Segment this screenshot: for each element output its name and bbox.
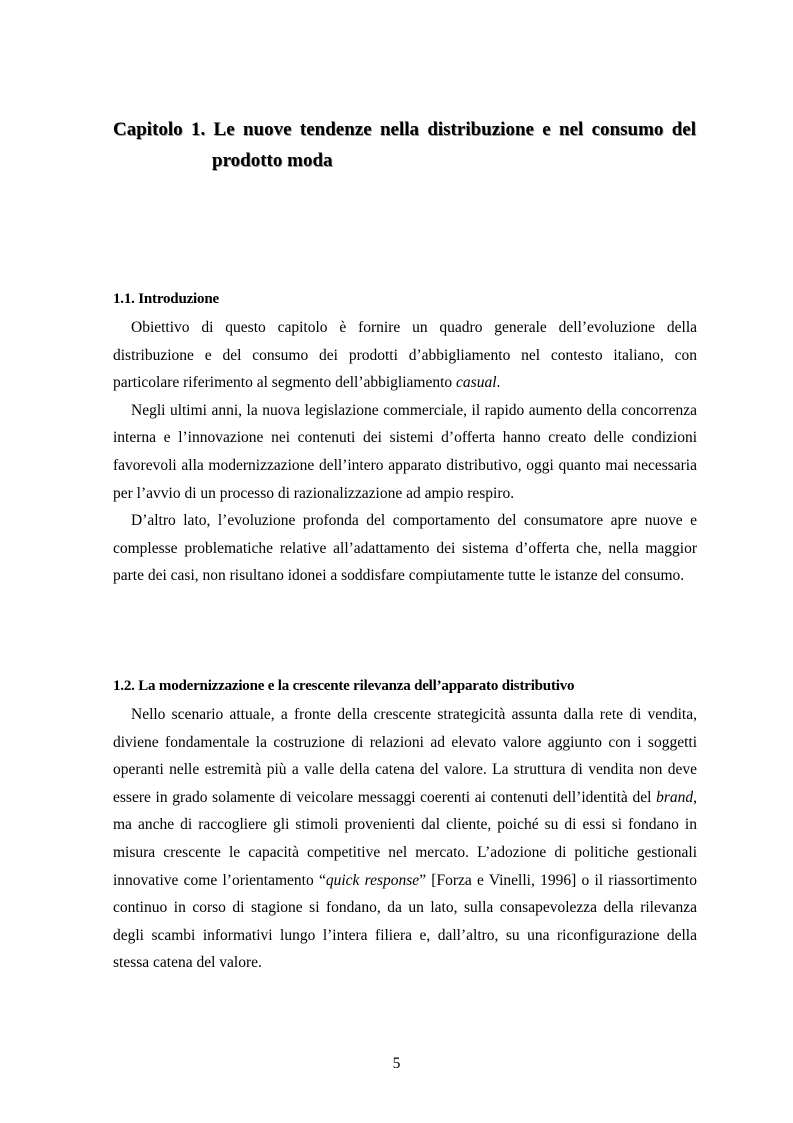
italic-term: casual bbox=[456, 374, 497, 392]
section-modernizzazione bbox=[113, 676, 697, 977]
paragraph bbox=[113, 701, 697, 977]
chapter-title-line-1: Capitolo 1. Le nuove tendenze nella distribuzione e nel consumo del bbox=[113, 119, 696, 140]
paragraph bbox=[113, 314, 697, 397]
paragraph-text: Obiettivo di questo capitolo è fornire un quadro generale dell’evoluzione della distribuzione e del consumo dei prodotti d’abbigliamento nel contesto italiano, con particolare riferimento al segmento dell’abbigliamento bbox=[113, 319, 697, 392]
paragraph-text: . bbox=[496, 374, 501, 392]
chapter-title bbox=[113, 114, 696, 176]
section-heading: 1.2. La modernizzazione e la crescente rilevanza dell’apparato distributivo bbox=[113, 678, 575, 694]
paragraph: Negli ultimi anni, la nuova legislazione commerciale, il rapido aumento della concorrenza interna e l’innovazione nei contenuti dei sistemi d’offerta hanno creato delle condizioni favorevoli alla modernizzazione dell’intero apparato distributivo, oggi quanto mai necessaria per l’avvio di un processo di razionalizzazione ad ampio respiro. bbox=[113, 401, 697, 502]
paragraph-text: , ma anche di raccogliere gli stimoli provenienti dal cliente, poiché su di essi si fondano in misura crescente le capacità competitive nel mercato. L’adozione di politiche gestionali innovative come l’orientamento “ bbox=[113, 788, 697, 889]
section-introduzione bbox=[113, 289, 697, 590]
italic-term: brand bbox=[656, 788, 694, 806]
section-heading: 1.1. Introduzione bbox=[113, 291, 219, 307]
page-number: 5 bbox=[392, 1055, 401, 1072]
paragraph-text: Nello scenario attuale, a fronte della crescente strategicità assunta dalla rete di vendita, diviene fondamentale la costruzione di relazioni ad elevato valore aggiunto con i soggetti operanti nelle estremità più a valle della catena del valore. La struttura di vendita non deve essere in grado solamente di veicolare messaggi coerenti ai contenuti dell’identità del bbox=[113, 706, 697, 806]
italic-term: quick response bbox=[325, 871, 420, 889]
chapter-title-line-2: prodotto moda bbox=[212, 150, 333, 171]
paragraph: D’altro lato, l’evoluzione profonda del comportamento del consumatore apre nuove e complesse problematiche relative all’adattamento dei sistema d’offerta che, nella maggior parte dei casi, non risultano idonei a soddisfare compiutamente tutte le istanze del consumo. bbox=[113, 512, 697, 585]
paragraph-text: ” [Forza e Vinelli, 1996] o il riassortimento continuo in corso di stagione si fondano, da un lato, sulla consapevolezza della rilevanza degli scambi informativi lungo l’intera filiera e, dall’altro, su una riconfigurazione della stessa catena del valore. bbox=[113, 871, 697, 972]
